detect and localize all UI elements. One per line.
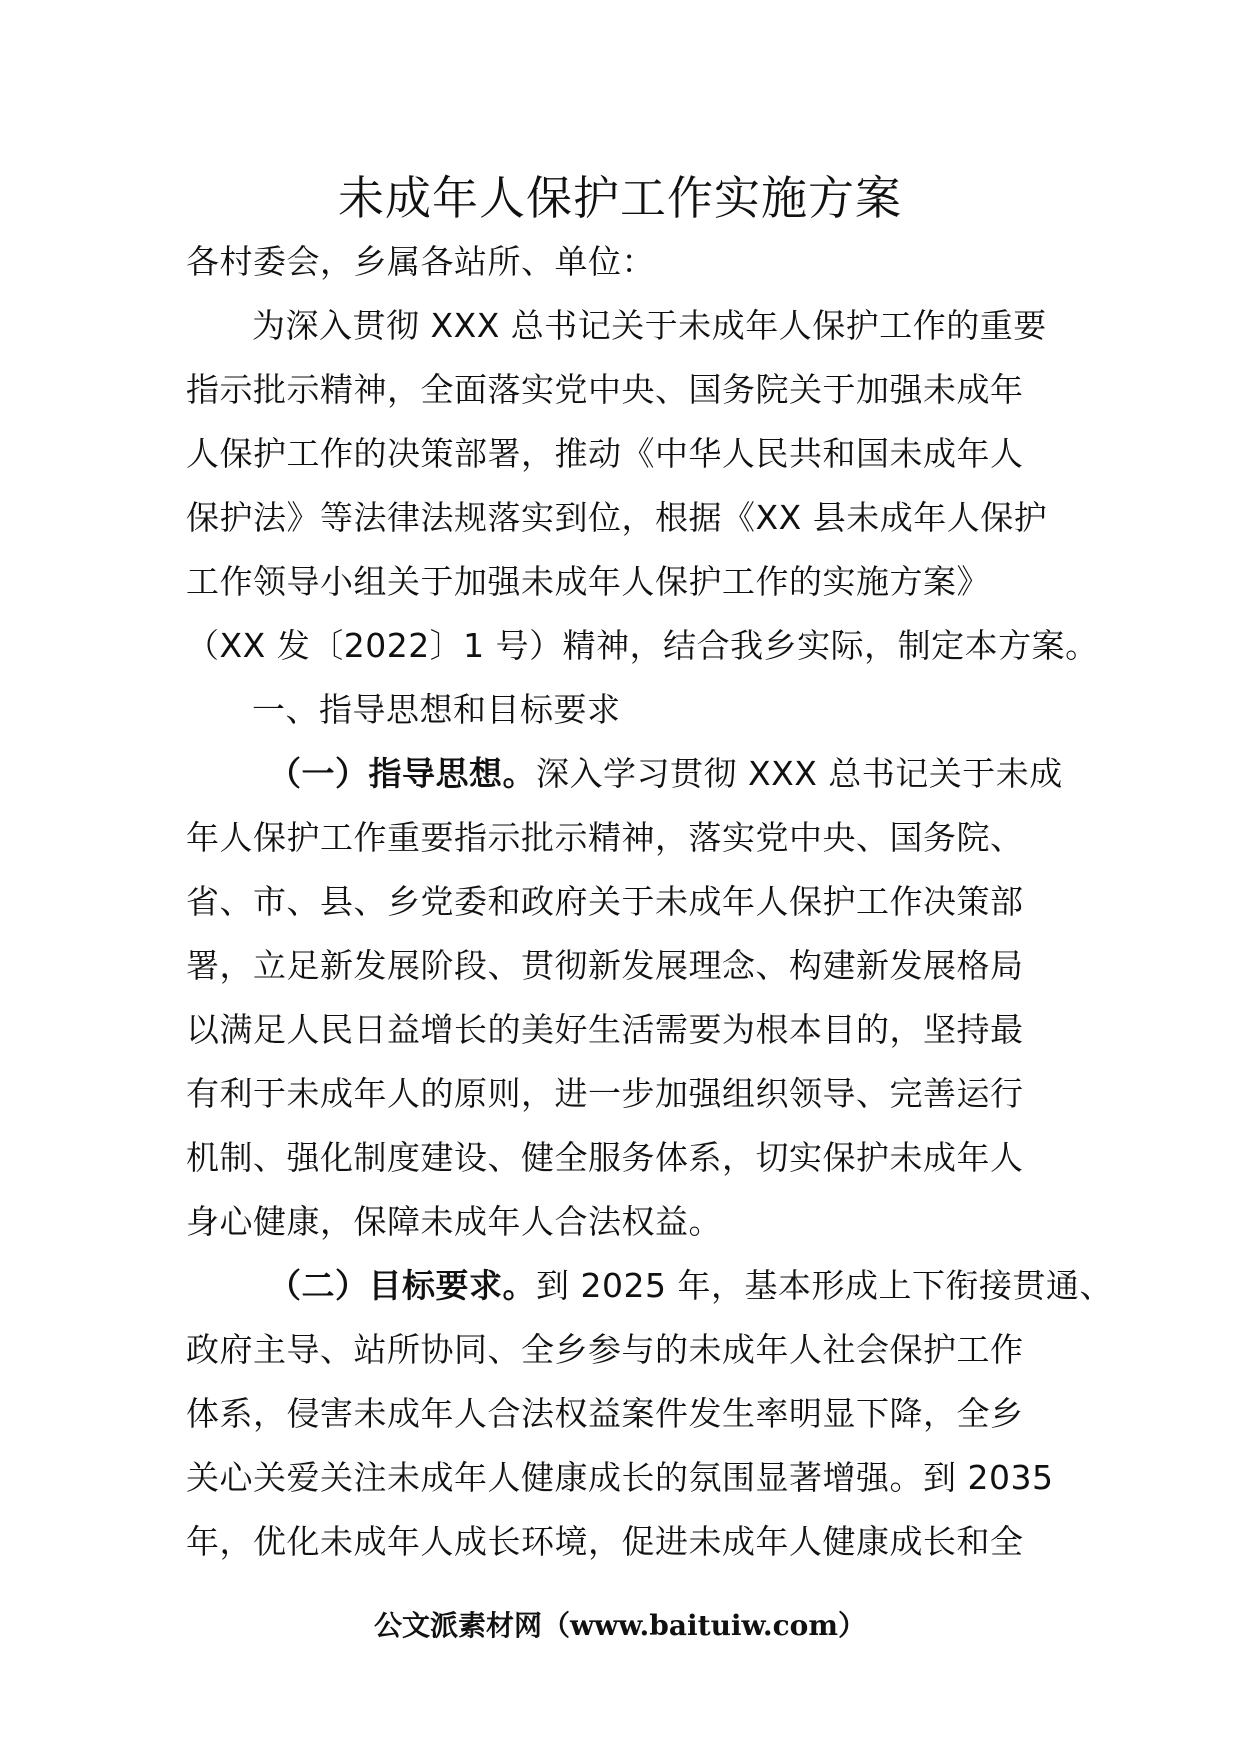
sub1-line-3: 省、市、县、乡党委和政府关于未成年人保护工作决策部: [186, 882, 1024, 921]
footer-watermark: 公文派素材网（www.baituiw.com）: [374, 1609, 866, 1642]
sub2-line-4: 关心关爱关注未成年人健康成长的氛围显著增强。到 2035: [186, 1458, 1054, 1497]
sub1-first-line: [268, 752, 1063, 796]
intro-line-2: 指示批示精神，全面落实党中央、国务院关于加强未成年: [186, 370, 1024, 409]
intro-line-1: 为深入贯彻 XXX 总书记关于未成年人保护工作的重要: [252, 306, 1047, 345]
salutation: 各村委会，乡属各站所、单位：: [186, 242, 655, 281]
sub2-heading: （二）目标要求。: [268, 1266, 536, 1305]
sub1-line-6: 有利于未成年人的原则，进一步加强组织领导、完善运行: [186, 1074, 1024, 1113]
sub2-line-2: 政府主导、站所协同、全乡参与的未成年人社会保护工作: [186, 1330, 1024, 1369]
sub1-heading: （一）指导思想。: [268, 754, 536, 793]
sub2-first-line-text: 到 2025 年，基本形成上下衔接贯通、: [536, 1266, 1113, 1305]
section-heading-1: 一、指导思想和目标要求: [252, 690, 621, 729]
sub1-line-8: 身心健康，保障未成年人合法权益。: [186, 1202, 722, 1241]
sub2-line-3: 体系，侵害未成年人合法权益案件发生率明显下降，全乡: [186, 1394, 1024, 1433]
sub1-first-line-text: 深入学习贯彻 XXX 总书记关于未成: [536, 754, 1063, 793]
sub1-line-7: 机制、强化制度建设、健全服务体系，切实保护未成年人: [186, 1138, 1024, 1177]
intro-line-4: 保护法》等法律法规落实到位，根据《XX 县未成年人保护: [186, 498, 1048, 537]
sub2-line-5: 年，优化未成年人成长环境，促进未成年人健康成长和全: [186, 1522, 1024, 1561]
sub2-first-line: [268, 1264, 1113, 1308]
document-title: 未成年人保护工作实施方案: [338, 171, 902, 225]
sub1-line-2: 年人保护工作重要指示批示精神，落实党中央、国务院、: [186, 818, 1024, 857]
intro-line-3: 人保护工作的决策部署，推动《中华人民共和国未成年人: [186, 434, 1024, 473]
intro-line-6: （XX 发〔2022〕1 号）精神，结合我乡实际，制定本方案。: [186, 626, 1099, 665]
intro-line-5: 工作领导小组关于加强未成年人保护工作的实施方案》: [186, 562, 990, 601]
sub1-line-5: 以满足人民日益增长的美好生活需要为根本目的，坚持最: [186, 1010, 1024, 1049]
sub1-line-4: 署，立足新发展阶段、贯彻新发展理念、构建新发展格局: [186, 946, 1024, 985]
